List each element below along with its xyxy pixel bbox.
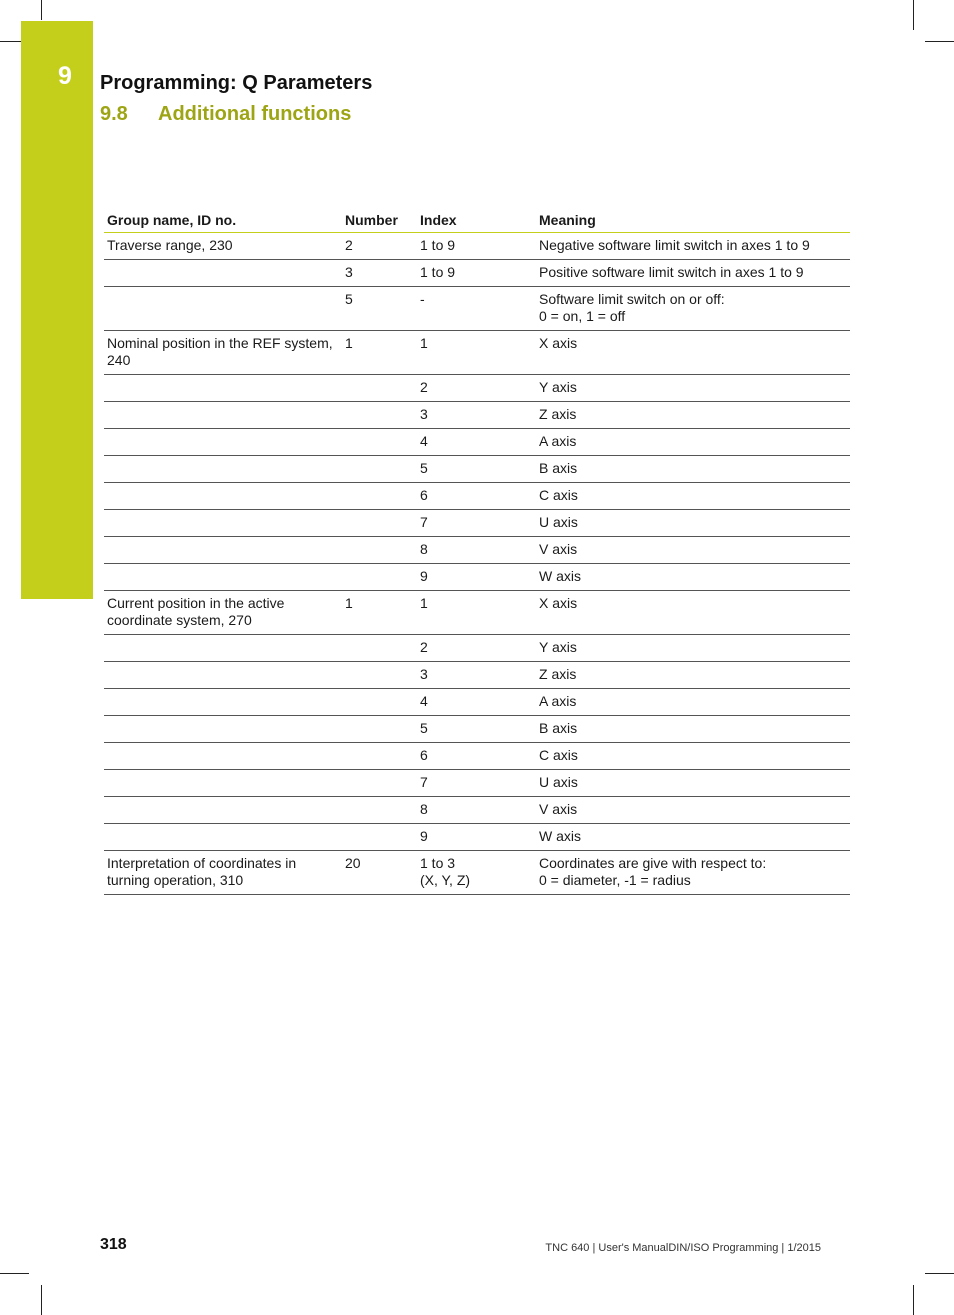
- table-cell: [104, 287, 342, 331]
- table-cell: U axis: [536, 770, 850, 797]
- crop-mark: [913, 0, 914, 30]
- table-cell: [342, 483, 417, 510]
- table-cell: [104, 375, 342, 402]
- table-cell: 8: [417, 537, 536, 564]
- table-row: [104, 851, 850, 895]
- table-cell: Z axis: [536, 662, 850, 689]
- crop-mark: [925, 1273, 954, 1274]
- table-cell: [104, 429, 342, 456]
- table-cell: Z axis: [536, 402, 850, 429]
- table-cell: Positive software limit switch in axes 1 to 9: [536, 260, 850, 287]
- table-row: [104, 429, 850, 456]
- table-cell: Nominal position in the REF system, 240: [104, 331, 342, 375]
- crop-mark: [0, 1273, 29, 1274]
- table-row: [104, 689, 850, 716]
- table-cell: [104, 689, 342, 716]
- crop-mark: [41, 0, 42, 20]
- table-cell: 3: [417, 402, 536, 429]
- table-cell: [104, 402, 342, 429]
- column-header: Meaning: [536, 206, 850, 233]
- table-row: [104, 537, 850, 564]
- table-cell: 1 to 3 (X, Y, Z): [417, 851, 536, 895]
- table-cell: 1: [342, 591, 417, 635]
- table-cell: 7: [417, 510, 536, 537]
- table-cell: [342, 635, 417, 662]
- table-cell: [104, 770, 342, 797]
- table-row: [104, 662, 850, 689]
- table-cell: C axis: [536, 483, 850, 510]
- table-cell: [104, 662, 342, 689]
- crop-mark: [913, 1285, 914, 1315]
- chapter-tab: [21, 21, 93, 599]
- table-cell: W axis: [536, 824, 850, 851]
- table-cell: [342, 537, 417, 564]
- table-cell: [104, 260, 342, 287]
- footer-text: TNC 640 | User's ManualDIN/ISO Programming | 1/2015: [545, 1242, 821, 1254]
- table-cell: [342, 797, 417, 824]
- table-cell: [342, 824, 417, 851]
- crop-mark: [0, 41, 21, 42]
- crop-mark: [925, 41, 954, 42]
- table-row: [104, 591, 850, 635]
- table-row: [104, 797, 850, 824]
- table-cell: Negative software limit switch in axes 1 to 9: [536, 233, 850, 260]
- table-cell: [104, 635, 342, 662]
- table-cell: B axis: [536, 456, 850, 483]
- table-cell: 3: [417, 662, 536, 689]
- table-row: [104, 716, 850, 743]
- table-cell: Traverse range, 230: [104, 233, 342, 260]
- section-title: Additional functions: [158, 103, 352, 125]
- page-number: 318: [100, 1236, 127, 1253]
- table-cell: [342, 743, 417, 770]
- table-cell: 1 to 9: [417, 233, 536, 260]
- table-row: [104, 456, 850, 483]
- table-row: [104, 260, 850, 287]
- table-cell: [342, 429, 417, 456]
- column-header: Index: [417, 206, 536, 233]
- table-cell: A axis: [536, 689, 850, 716]
- table-row: [104, 375, 850, 402]
- table-cell: B axis: [536, 716, 850, 743]
- table-cell: [342, 716, 417, 743]
- table-row: [104, 510, 850, 537]
- table-cell: [342, 456, 417, 483]
- crop-mark: [41, 1285, 42, 1315]
- column-header: Group name, ID no.: [104, 206, 342, 233]
- table-cell: [104, 824, 342, 851]
- chapter-number: 9: [58, 62, 72, 90]
- chapter-title: Programming: Q Parameters: [100, 72, 373, 94]
- table-cell: 3: [342, 260, 417, 287]
- table-cell: [342, 662, 417, 689]
- table-cell: 8: [417, 797, 536, 824]
- table-cell: Current position in the active coordinate system, 270: [104, 591, 342, 635]
- table-cell: 5: [417, 456, 536, 483]
- table-body: [104, 233, 850, 895]
- table-cell: 1: [417, 331, 536, 375]
- table-header-row: [104, 206, 850, 233]
- table-cell: [342, 510, 417, 537]
- table-cell: W axis: [536, 564, 850, 591]
- table-cell: -: [417, 287, 536, 331]
- table-cell: [342, 375, 417, 402]
- table-cell: [104, 510, 342, 537]
- table-cell: [342, 689, 417, 716]
- table-cell: A axis: [536, 429, 850, 456]
- table-row: [104, 402, 850, 429]
- table-cell: 4: [417, 689, 536, 716]
- table-row: [104, 635, 850, 662]
- table-row: [104, 770, 850, 797]
- parameter-table: [104, 206, 850, 895]
- table-cell: 7: [417, 770, 536, 797]
- table-cell: Y axis: [536, 635, 850, 662]
- table-row: [104, 743, 850, 770]
- column-header: Number: [342, 206, 417, 233]
- table-row: [104, 233, 850, 260]
- table-cell: 4: [417, 429, 536, 456]
- table-cell: X axis: [536, 331, 850, 375]
- table-cell: 2: [342, 233, 417, 260]
- table-cell: [104, 716, 342, 743]
- table-cell: [342, 770, 417, 797]
- table-cell: Software limit switch on or off: 0 = on, 1 = off: [536, 287, 850, 331]
- table-cell: 6: [417, 483, 536, 510]
- table-cell: Y axis: [536, 375, 850, 402]
- table-cell: 1: [417, 591, 536, 635]
- table-cell: 2: [417, 375, 536, 402]
- table-row: [104, 331, 850, 375]
- table-cell: V axis: [536, 797, 850, 824]
- section-number: 9.8: [100, 103, 128, 125]
- table-cell: X axis: [536, 591, 850, 635]
- table-cell: [104, 743, 342, 770]
- table-cell: V axis: [536, 537, 850, 564]
- table-row: [104, 483, 850, 510]
- table-cell: 9: [417, 824, 536, 851]
- table-cell: 6: [417, 743, 536, 770]
- table-cell: U axis: [536, 510, 850, 537]
- table-cell: [342, 564, 417, 591]
- table-row: [104, 287, 850, 331]
- table-cell: Interpretation of coordinates in turning operation, 310: [104, 851, 342, 895]
- table-row: [104, 564, 850, 591]
- table-cell: 5: [342, 287, 417, 331]
- table-cell: [342, 402, 417, 429]
- table-cell: 5: [417, 716, 536, 743]
- table-cell: 1 to 9: [417, 260, 536, 287]
- table-cell: 20: [342, 851, 417, 895]
- table-cell: [104, 537, 342, 564]
- table-cell: [104, 797, 342, 824]
- table-cell: 1: [342, 331, 417, 375]
- table-cell: [104, 456, 342, 483]
- table-cell: 2: [417, 635, 536, 662]
- table-cell: 9: [417, 564, 536, 591]
- table-cell: [104, 483, 342, 510]
- table-row: [104, 824, 850, 851]
- table-cell: [104, 564, 342, 591]
- table-cell: C axis: [536, 743, 850, 770]
- table-cell: Coordinates are give with respect to: 0 = diameter, -1 = radius: [536, 851, 850, 895]
